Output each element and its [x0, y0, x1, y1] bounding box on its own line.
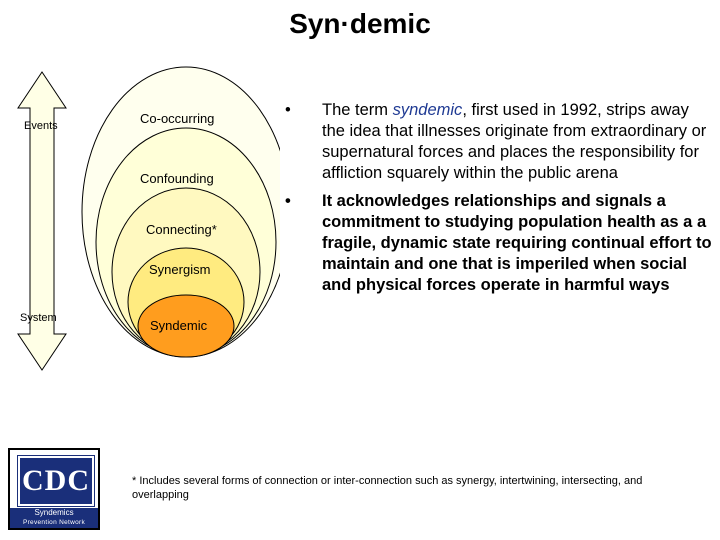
ring-label-syndemic: Syndemic — [150, 318, 208, 333]
cdc-logo-mark: CDC — [18, 456, 94, 506]
bullet-emphasis: syndemic — [392, 101, 463, 119]
logo-band — [10, 508, 98, 528]
bullet-text-post: , first used in 1992, strips away the idea that illnesses originate from extraordinary or supernatural forces and places the responsibility for affliction squarely within the public arena — [322, 101, 707, 182]
bullet-text: It acknowledges relationships and signals a commitment to studying population health as a a fragile, dynamic state requiring continual effort to maintain and one that is imperiled when social and physical forces operate in harmful ways — [322, 192, 712, 294]
bullet-marker: • — [285, 101, 291, 119]
ring-label-co-occurring: Co-occurring — [140, 111, 215, 126]
arrow-bottom-label: System — [20, 312, 57, 324]
syndemic-diagram — [0, 0, 280, 440]
bullet-item — [285, 100, 715, 184]
arrow-top-label: Events — [24, 120, 58, 132]
logo-line1: Syndemics — [34, 508, 74, 517]
events-system-arrow — [18, 72, 66, 370]
logo-line2: Prevention Network — [22, 519, 86, 526]
slide-title: Syn·demic — [289, 8, 431, 39]
ring-label-connecting: Connecting* — [146, 222, 217, 237]
cdc-logo — [8, 448, 100, 530]
bullet-item — [285, 191, 715, 296]
ring-label-confounding: Confounding — [140, 171, 214, 186]
bullet-text-pre: The term — [322, 101, 393, 119]
bullet-marker: • — [285, 192, 291, 210]
bullet-list — [285, 100, 715, 303]
bullet-text — [322, 100, 715, 184]
footnote: * Includes several forms of connection or inter-connection such as synergy, intertwining, intersecting, and overlapping — [132, 475, 643, 501]
ring-label-synergism: Synergism — [149, 262, 211, 277]
